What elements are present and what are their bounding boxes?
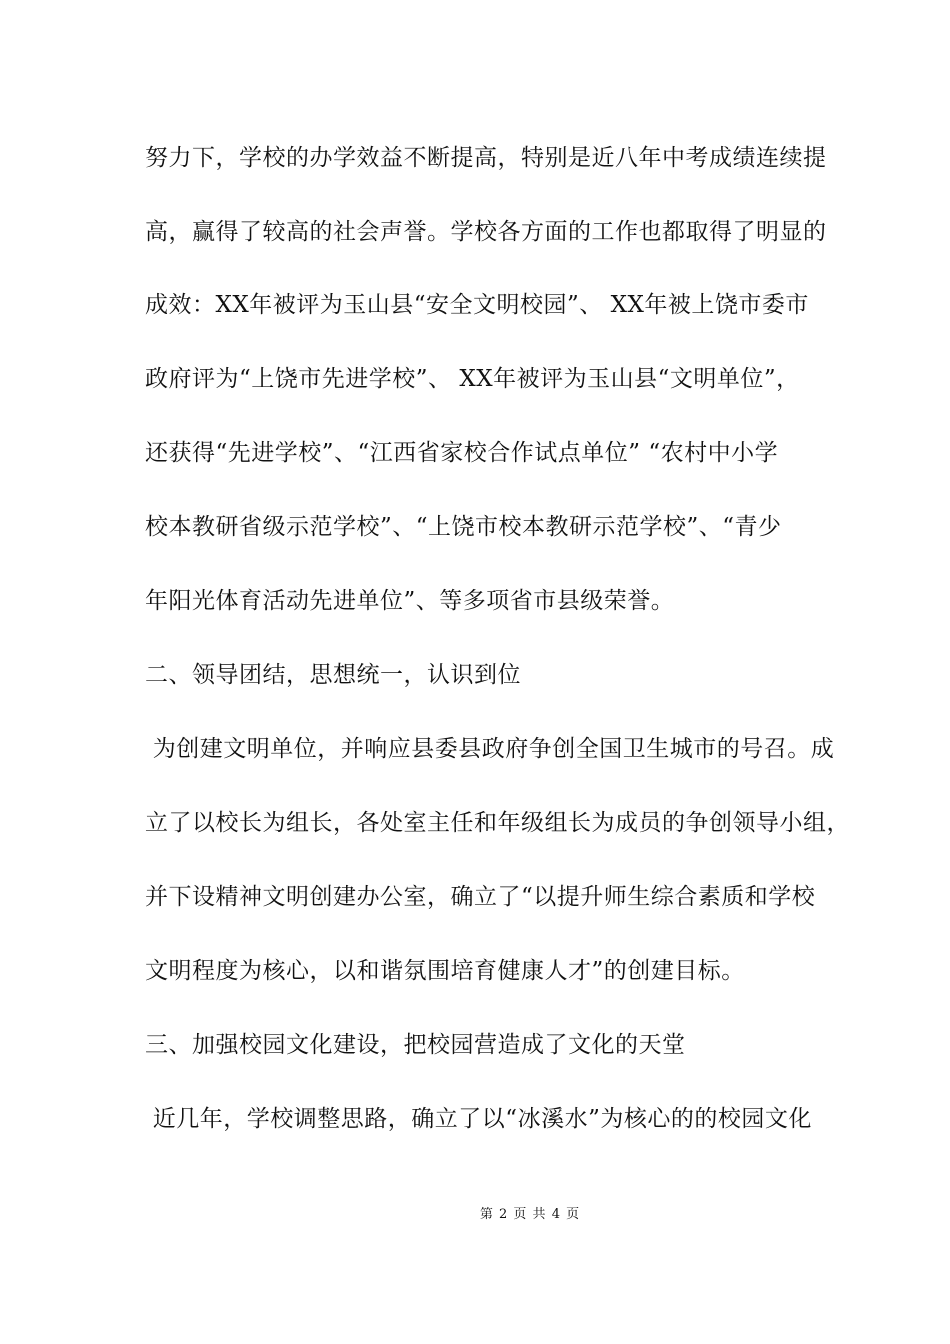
body-line-7: 年阳光体育活动先进单位”、等多项省市县级荣誉。 bbox=[145, 588, 675, 614]
section-heading-2: 二、领导团结，思想统一，认识到位 bbox=[145, 662, 521, 688]
body-line-2: 高，赢得了较高的社会声誉。学校各方面的工作也都取得了明显的 bbox=[145, 219, 827, 245]
body-line-11: 并下设精神文明创建办公室，确立了“以提升师生综合素质和学校 bbox=[145, 884, 816, 910]
section-heading-3: 三、加强校园文化建设，把校园营造成了文化的天堂 bbox=[145, 1032, 686, 1058]
body-line-14: 近几年，学校调整思路，确立了以“冰溪水”为核心的的校园文化 bbox=[145, 1106, 812, 1132]
page-number-footer: 第 2 页 共 4 页 bbox=[479, 1207, 581, 1222]
body-line-10: 立了以校长为组长，各处室主任和年级组长为成员的争创领导小组， bbox=[145, 810, 850, 836]
body-line-5: 还获得“先进学校”、“江西省家校合作试点单位” “农村中小学 bbox=[145, 440, 779, 466]
body-line-3: 成效：XX年被评为玉山县“安全文明校园”、 XX年被上饶市委市 bbox=[145, 292, 809, 318]
body-line-4: 政府评为“上饶市先进学校”、 XX年被评为玉山县“文明单位”， bbox=[145, 366, 800, 392]
body-line-6: 校本教研省级示范学校”、“上饶市校本教研示范学校”、“青少 bbox=[145, 514, 782, 540]
body-line-12: 文明程度为核心，以和谐氛围培育健康人才”的创建目标。 bbox=[145, 958, 745, 984]
body-line-1: 努力下，学校的办学效益不断提高，特别是近八年中考成绩连续提 bbox=[145, 145, 827, 171]
body-line-9: 为创建文明单位，并响应县委县政府争创全国卫生城市的号召。成 bbox=[145, 736, 835, 762]
